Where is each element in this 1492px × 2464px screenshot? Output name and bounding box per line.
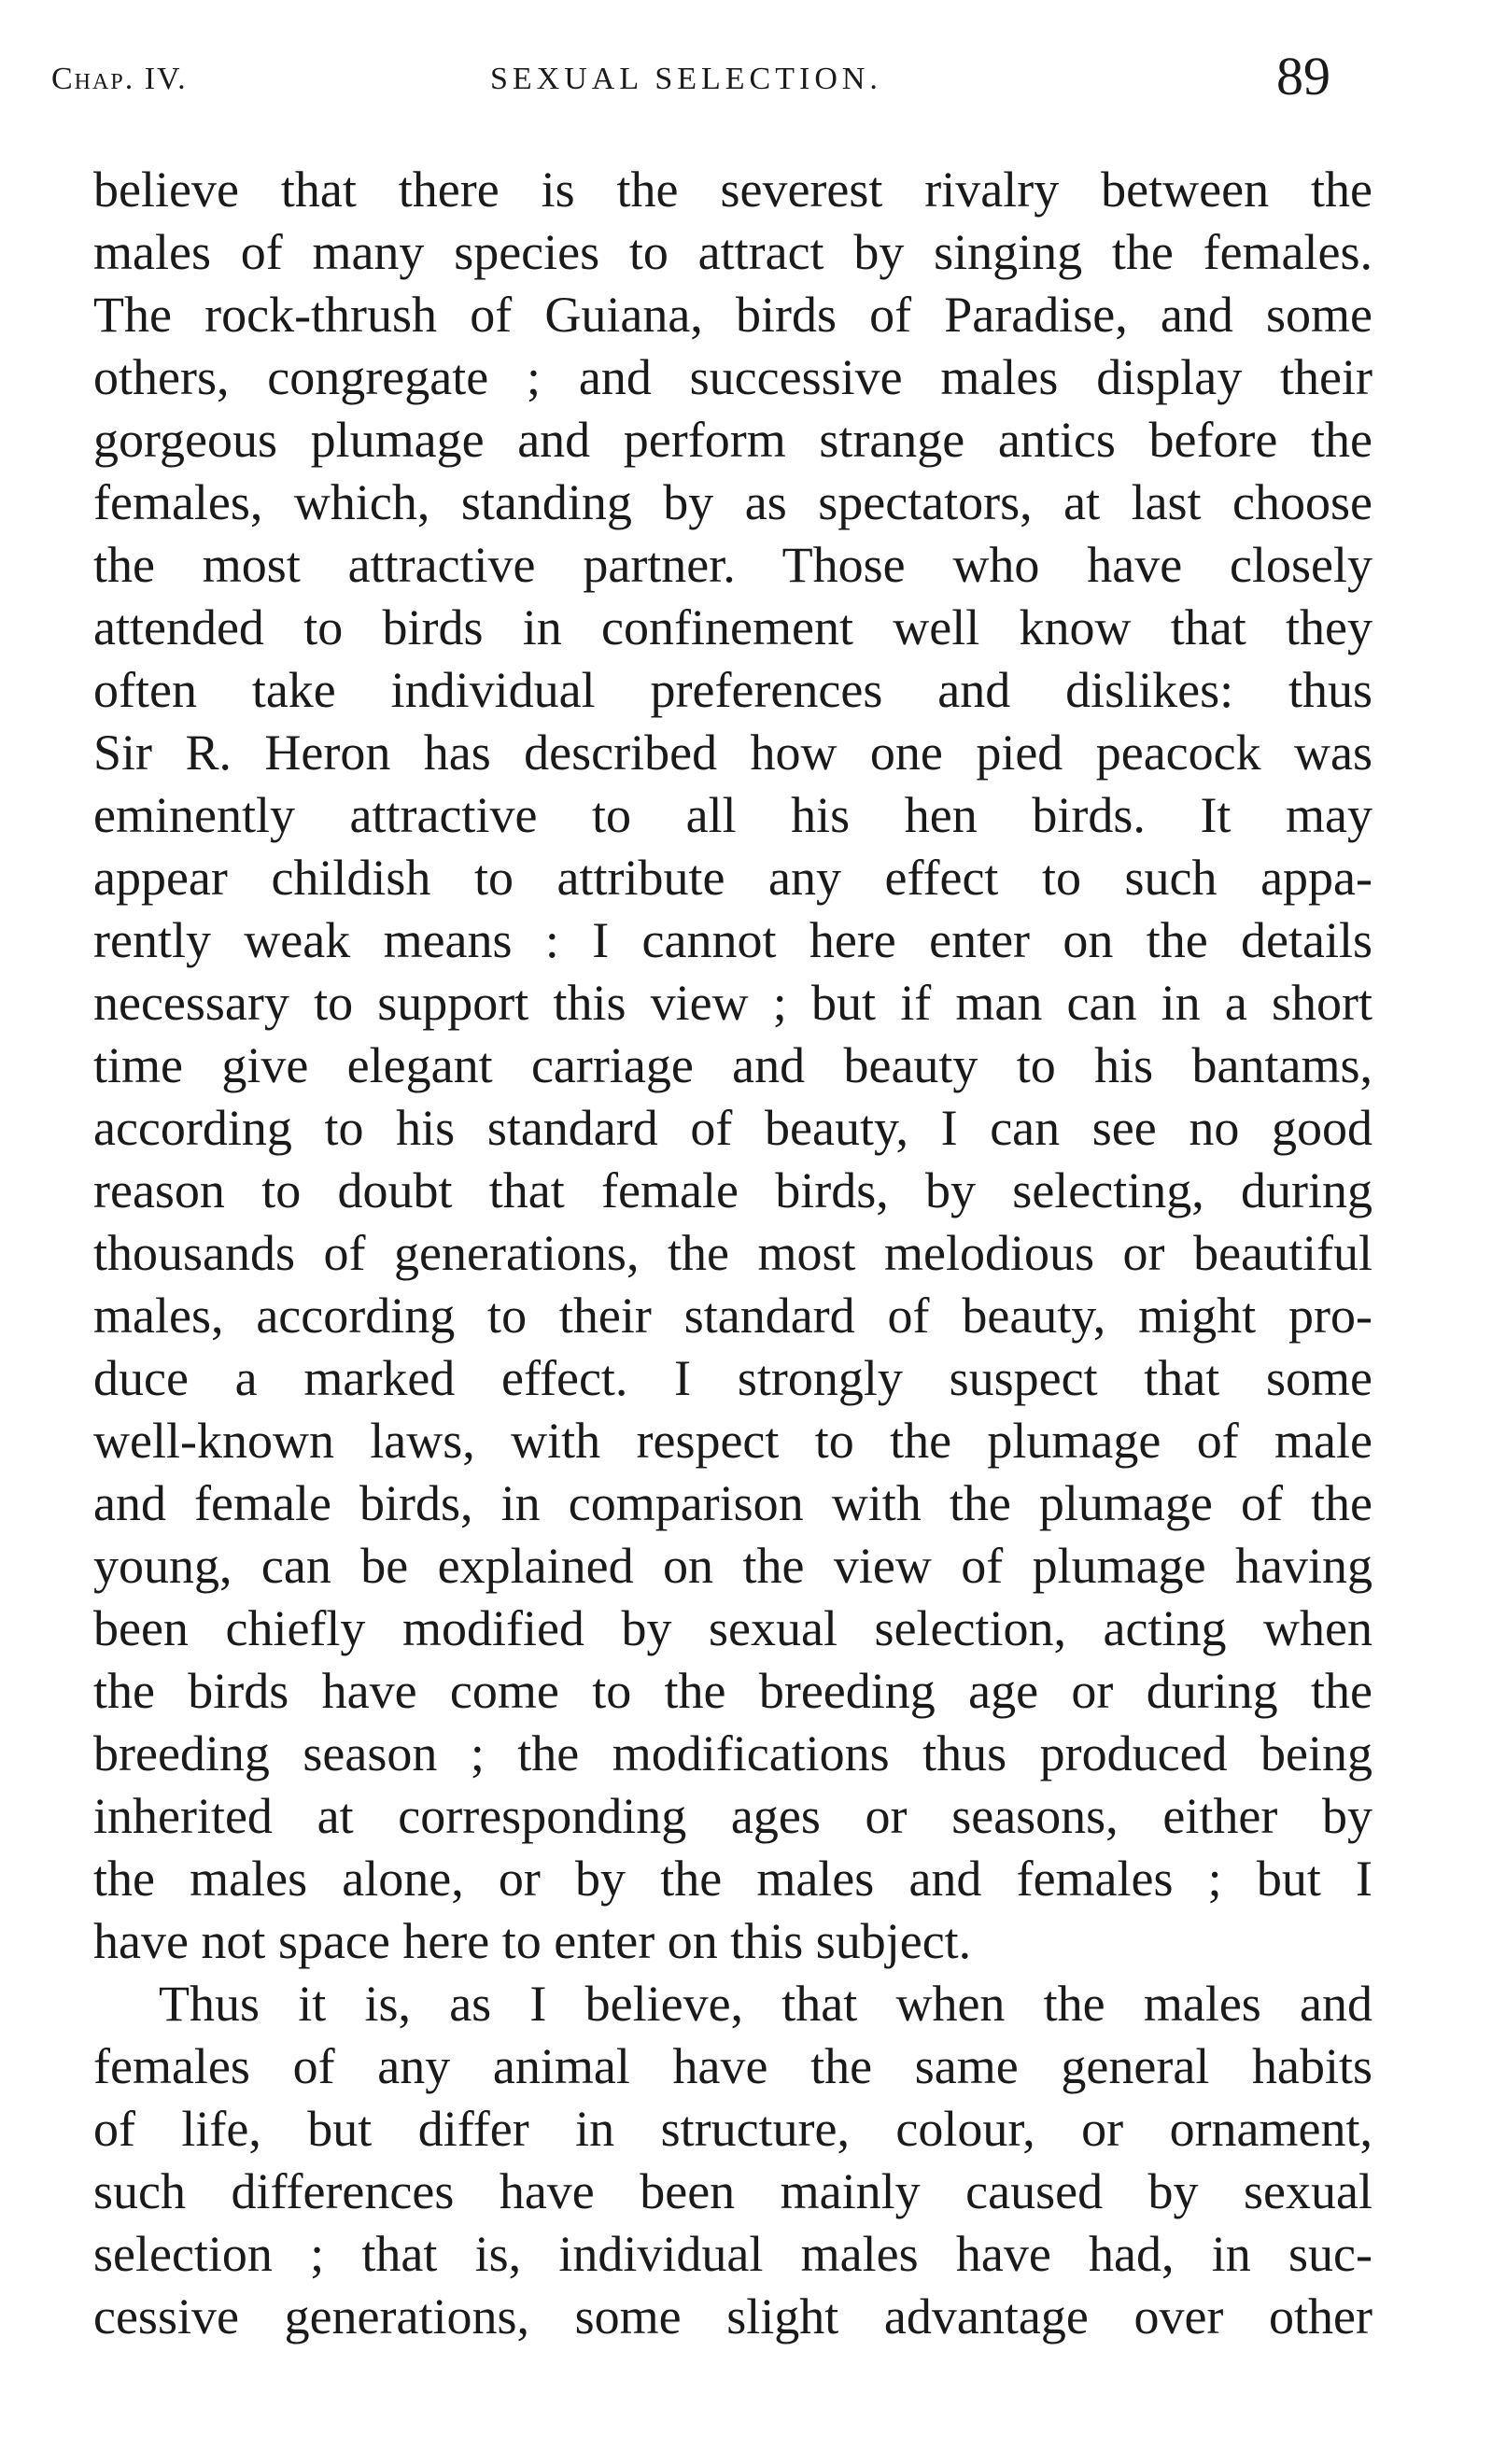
text-line: females of any animal have the same general habits [93,2038,1372,2094]
body-text [93,159,1372,2348]
text-line: of life, but differ in structure, colour, or ornament, [93,2101,1372,2157]
text-line: attended to birds in confinement well know that they [93,599,1372,655]
page-number: 89 [1276,46,1330,106]
text-line: Sir R. Heron has described how one pied peacock was [93,725,1372,781]
text-line: males of many species to attract by singing the females. [93,224,1372,280]
text-line: thousands of generations, the most melodious or beautiful [93,1225,1372,1281]
text-line: others, congregate ; and successive males display their [93,349,1372,405]
text-line: The rock-thrush of Guiana, birds of Paradise, and some [93,287,1372,343]
text-line: necessary to support this view ; but if man can in a short [93,975,1372,1031]
paragraph [93,1973,1372,2348]
text-line: time give elegant carriage and beauty to his bantams, [93,1037,1372,1093]
text-line: females, which, standing by as spectators, at last choose [93,474,1372,530]
text-line: believe that there is the severest rivalry between the [93,162,1372,218]
text-line: well-known laws, with respect to the plumage of male [93,1413,1372,1469]
chapter-label: Chap. IV. [51,62,188,96]
running-head [51,45,1368,110]
text-line: according to his standard of beauty, I can see no good [93,1100,1372,1156]
text-line: such differences have been mainly caused by sexual [93,2163,1372,2219]
text-line: been chiefly modified by sexual selection, acting when [93,1600,1372,1656]
text-line: appear childish to attribute any effect to such appa- [93,850,1372,906]
running-title: SEXUAL SELECTION. [490,62,882,96]
text-line: rently weak means : I cannot here enter on the details [93,912,1372,968]
text-line: young, can be explained on the view of plumage having [93,1538,1372,1594]
text-line: the most attractive partner. Those who have closely [93,537,1372,593]
text-line: breeding season ; the modifications thus produced being [93,1725,1372,1781]
text-line: cessive generations, some slight advantage over other [93,2288,1372,2344]
text-line: selection ; that is, individual males have had, in suc- [93,2226,1372,2282]
text-line: Thus it is, as I believe, that when the males and [159,1976,1372,2032]
text-line: the males alone, or by the males and females ; but I [93,1851,1372,1907]
text-line: duce a marked effect. I strongly suspect that some [93,1350,1372,1406]
text-line: males, according to their standard of beauty, might pro- [93,1288,1372,1344]
text-line: and female birds, in comparison with the plumage of the [93,1475,1372,1531]
text-line: inherited at corresponding ages or seasons, either by [93,1788,1372,1844]
text-line: eminently attractive to all his hen birds. It may [93,787,1372,843]
paragraph [93,159,1372,1973]
text-line: reason to doubt that female birds, by selecting, during [93,1162,1372,1218]
text-line: often take individual preferences and dislikes: thus [93,662,1372,718]
text-line: gorgeous plumage and perform strange antics before the [93,412,1372,468]
text-line: have not space here to enter on this subject. [93,1913,972,1969]
text-line: the birds have come to the breeding age or during the [93,1663,1372,1719]
